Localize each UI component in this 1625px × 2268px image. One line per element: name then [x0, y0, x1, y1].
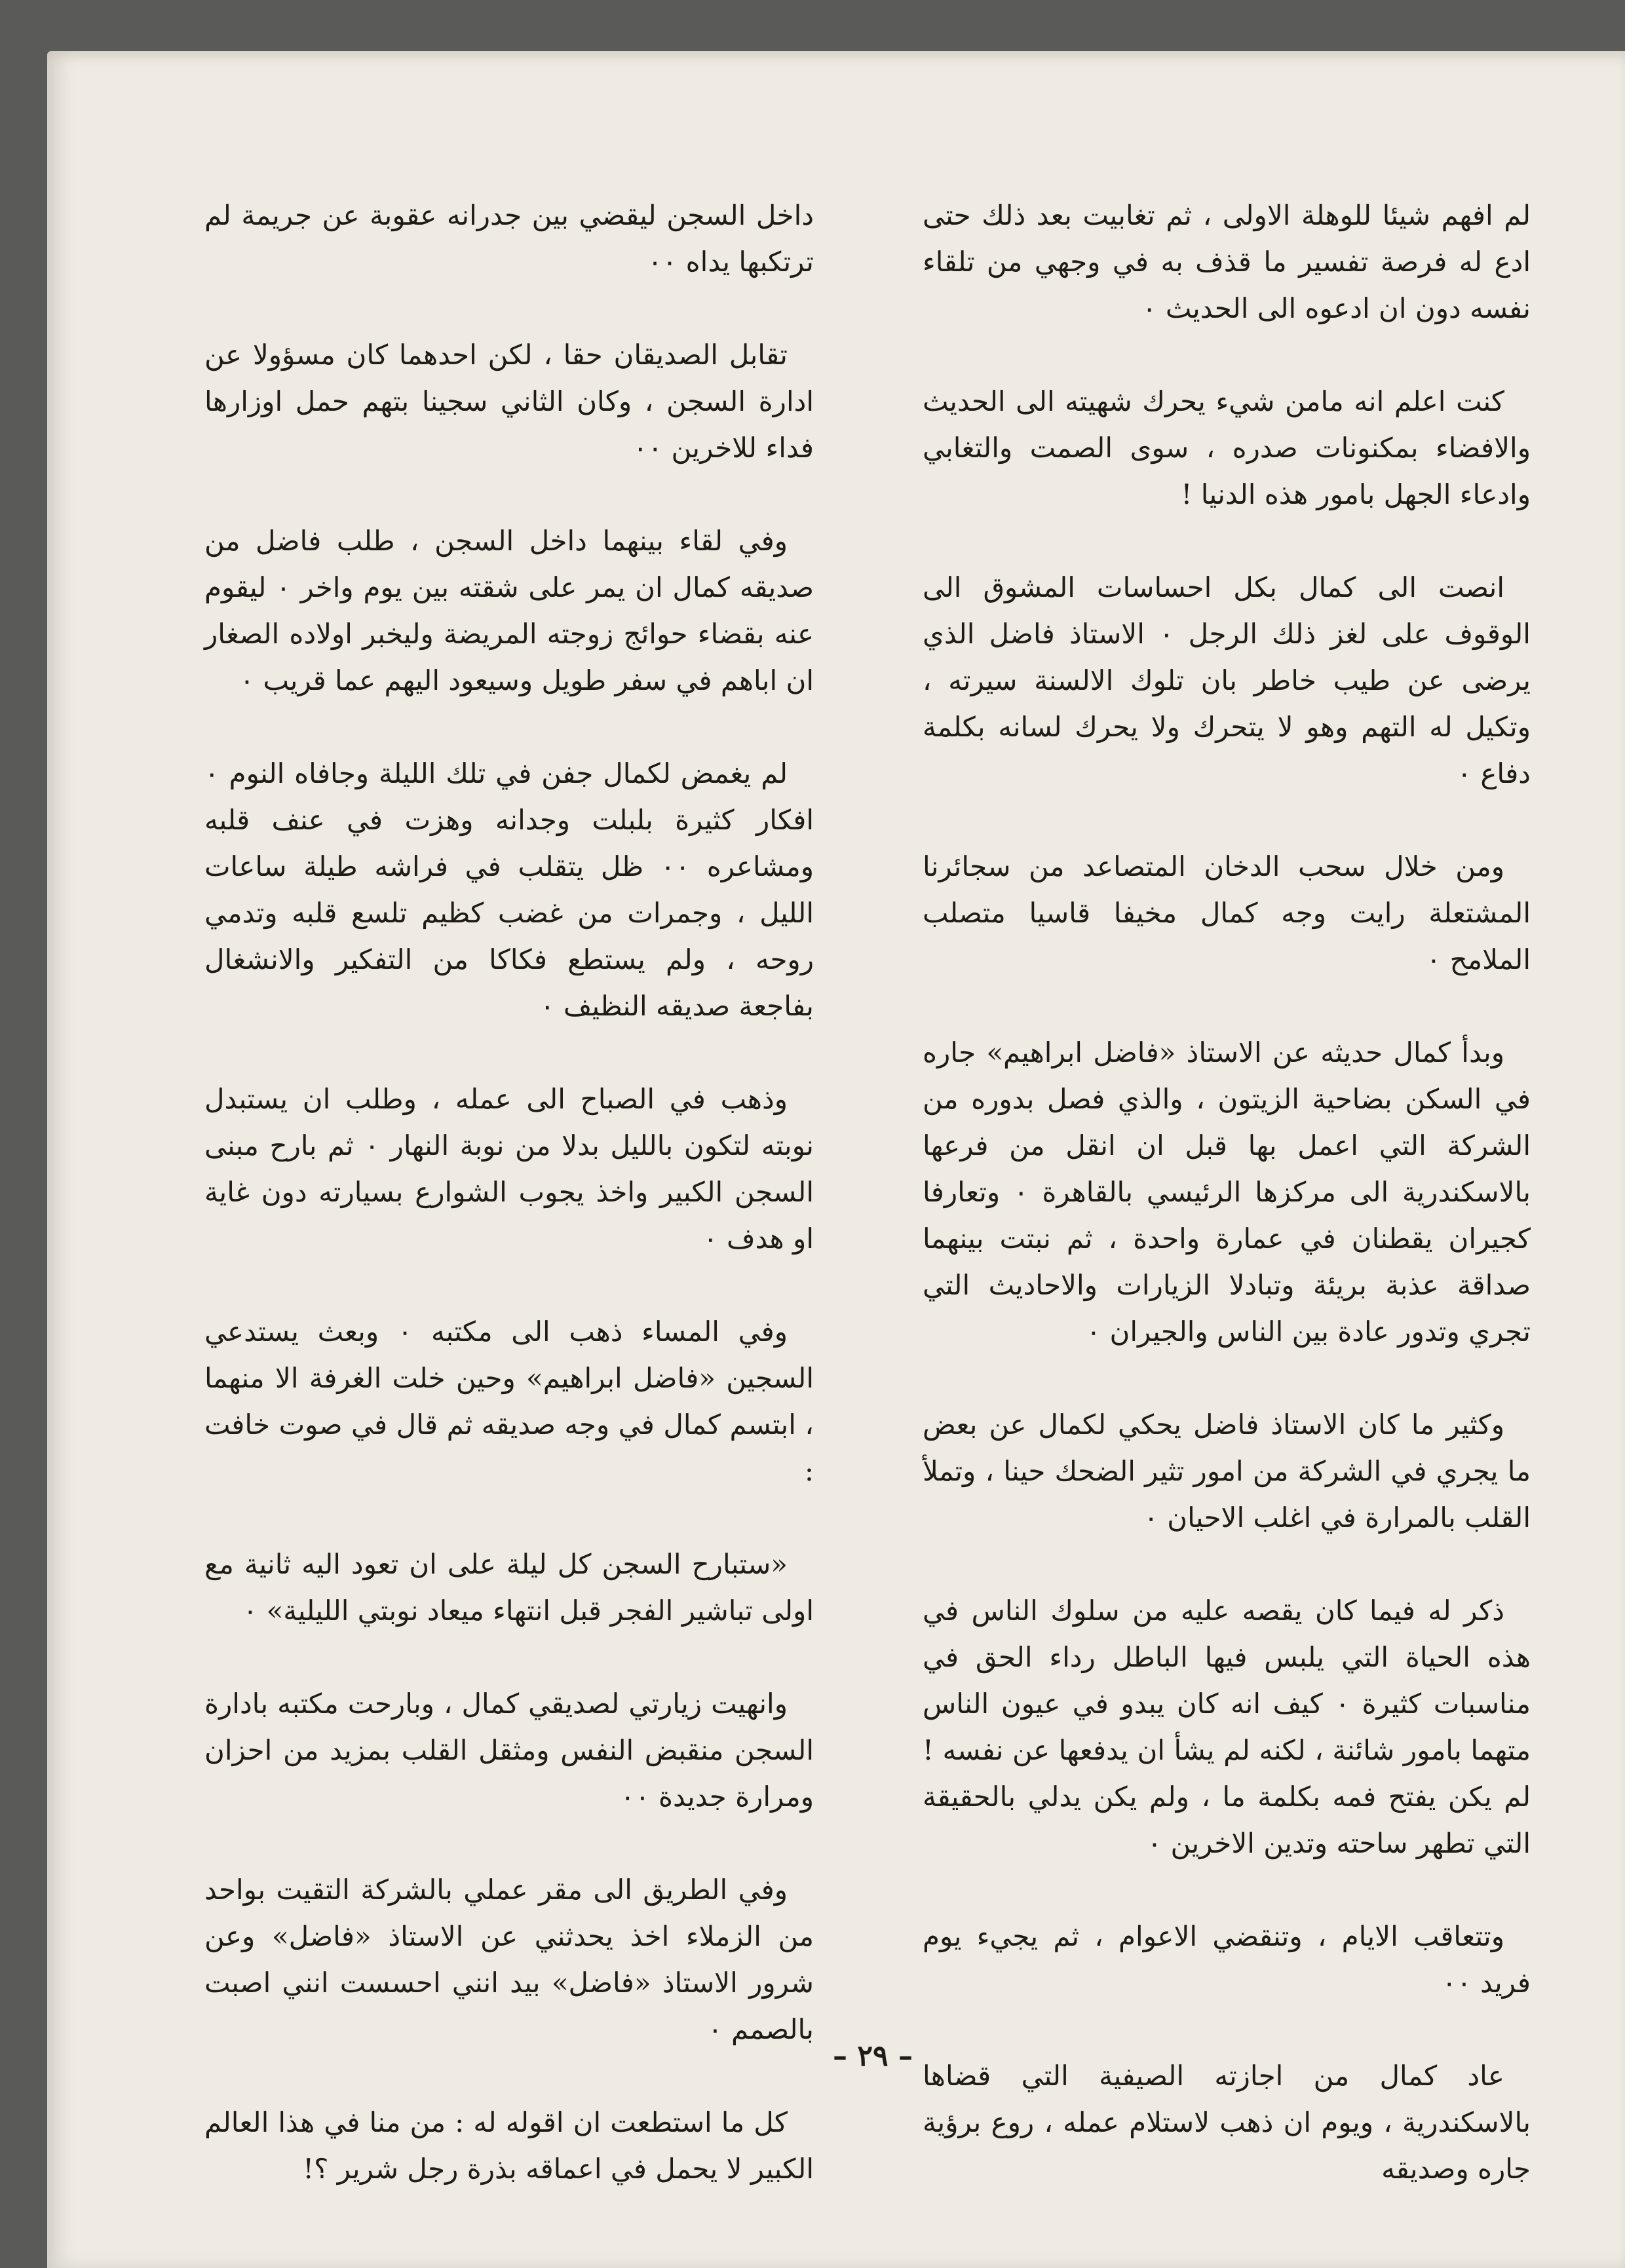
paragraph: وكثير ما كان الاستاذ فاضل يحكي لكمال عن بعض ما يجري في الشركة من امور تثير الضحك حينا ، وتملأ القلب بالمرارة في اغلب الاحيان ٠	[923, 1408, 1531, 1534]
paragraph: انصت الى كمال بكل احساسات المشوق الى الوقوف على لغز ذلك الرجل ٠ الاستاذ فاضل الذي يرضى عن طيب خاطر بان تلوك الالسنة سيرته ، وتكيل له التهم وهو لا يتحرك ولا يحرك لسانه بكلمة دفاع ٠	[923, 571, 1531, 789]
paragraph: وانهيت زيارتي لصديقي كمال ، وبارحت مكتبه بادارة السجن منقبض النفس ومثقل القلب بمزيد من احزان ومرارة جديدة ٠٠	[204, 1688, 814, 1813]
paragraph: لم يغمض لكمال جفن في تلك الليلة وجافاه النوم ٠ افكار كثيرة بلبلت وجدانه وهزت في عنف قلبه ومشاعره ٠٠ ظل يتقلب في فراشه طيلة ساعات الليل ، وجمرات من غضب كظيم تلسع قلبه وتدمي روحه ، ولم يستطع فكاكا من التفكير والانشغال بفاجعة صديقه النظيف ٠	[204, 757, 814, 1022]
paragraph: وبدأ كمال حديثه عن الاستاذ «فاضل ابراهيم» جاره في السكن بضاحية الزيتون ، والذي فصل بدوره من الشركة التي اعمل بها قبل ان انقل من فرعها بالاسكندرية الى مركزها الرئيسي بالقاهرة ٠ وتعارفا كجيران يقطنان في عمارة واحدة ، ثم نبتت بينهما صداقة عذبة بريئة وتبادلا الزيارات والاحاديث التي تجري وتدور عادة بين الناس والجيران ٠	[923, 1036, 1531, 1348]
paragraph: وفي الطريق الى مقر عملي بالشركة التقيت بواحد من الزملاء اخذ يحدثني عن الاستاذ «فاضل» وعن شرور الاستاذ «فاضل» بيد انني احسست انني اصبت بالصمم ٠	[204, 1874, 814, 2045]
right-text-column	[923, 192, 1531, 2239]
paragraph: كل ما استطعت ان اقوله له : من منا في هذا العالم الكبير لا يحمل في اعماقه بذرة رجل شرير ؟!	[204, 2106, 814, 2185]
paragraph: كنت اعلم انه مامن شيء يحرك شهيته الى الحديث والافضاء بمكنونات صدره ، سوى الصمت والتغابي وادعاء الجهل بامور هذه الدنيا !	[923, 385, 1531, 510]
paragraph: ذكر له فيما كان يقصه عليه من سلوك الناس في هذه الحياة التي يلبس فيها الباطل رداء الحق في مناسبات كثيرة ٠ كيف انه كان يبدو في عيون الناس متهما بامور شائنة ، لكنه لم يشأ ان يدفعها عن نفسه ! لم يكن يفتح فمه بكلمة ما ، ولم يكن يدلي بالحقيقة التي تطهر ساحته وتدين الاخرين ٠	[923, 1595, 1531, 1859]
paragraph: داخل السجن ليقضي بين جدرانه عقوبة عن جريمة لم ترتكبها يداه ٠٠	[204, 199, 814, 278]
page-number: – ٢٩ –	[833, 2039, 913, 2073]
paragraph: «ستبارح السجن كل ليلة على ان تعود اليه ثانية مع اولى تباشير الفجر قبل انتهاء ميعاد نوبتي الليلية» ٠	[204, 1548, 814, 1627]
paragraph: وتتعاقب الايام ، وتنقضي الاعوام ، ثم يجيء يوم فريد ٠٠	[923, 1920, 1531, 1999]
paragraph: تقابل الصديقان حقا ، لكن احدهما كان مسؤولا عن ادارة السجن ، وكان الثاني سجينا بتهم حمل اوزارها فداء للاخرين ٠٠	[204, 339, 814, 464]
paragraph: عاد كمال من اجازته الصيفية التي قضاها بالاسكندرية ، ويوم ان ذهب لاستلام عمله ، روع برؤية جاره وصديقه	[923, 2060, 1531, 2185]
paragraph: وذهب في الصباح الى عمله ، وطلب ان يستبدل نوبته لتكون بالليل بدلا من نوبة النهار ٠ ثم بارح مبنى السجن الكبير واخذ يجوب الشوارع بسيارته دون غاية او هدف ٠	[204, 1083, 814, 1255]
paragraph: وفي المساء ذهب الى مكتبه ٠ وبعث يستدعي السجين «فاضل ابراهيم» وحين خلت الغرفة الا منهما ، ابتسم كمال في وجه صديقه ثم قال في صوت خافت :	[204, 1315, 814, 1487]
paragraph: لم افهم شيئا للوهلة الاولى ، ثم تغابيت بعد ذلك حتى ادع له فرصة تفسير ما قذف به في وجهي من تلقاء نفسه دون ان ادعوه الى الحديث ٠	[923, 199, 1531, 324]
paragraph: وفي لقاء بينهما داخل السجن ، طلب فاضل من صديقه كمال ان يمر على شقته بين يوم واخر ٠ ليقوم عنه بقضاء حوائج زوجته المريضة وليخبر اولاده الصغار ان اباهم في سفر طويل وسيعود اليهم عما قريب ٠	[204, 525, 814, 696]
paragraph: ومن خلال سحب الدخان المتصاعد من سجائرنا المشتعلة رايت وجه كمال مخيفا قاسيا متصلب الملامح ٠	[923, 850, 1531, 975]
book-page	[47, 51, 1625, 2268]
left-text-column	[204, 192, 814, 2239]
